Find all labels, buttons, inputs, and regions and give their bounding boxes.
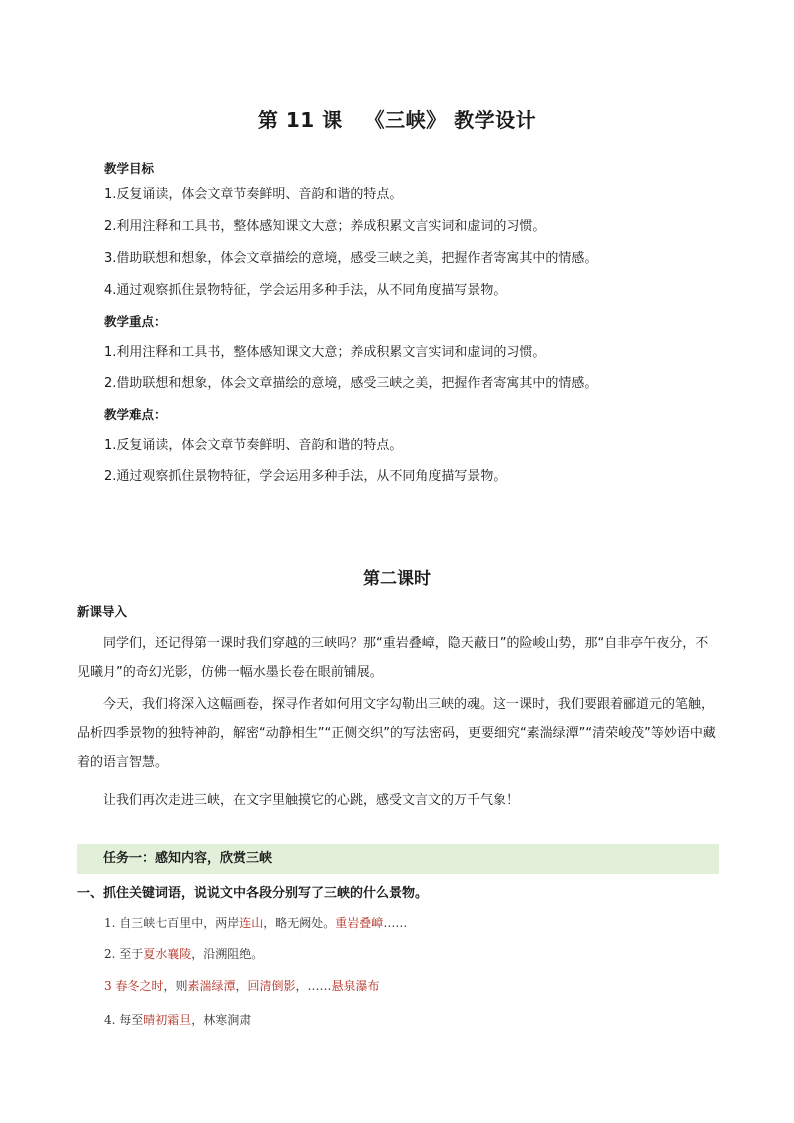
key-point-item: 1.利用注释和工具书，整体感知课文大意；养成积累文言实词和虚词的习惯。 [104,345,546,360]
intro-paragraph: 让我们再次走进三峡，在文字里触摸它的心跳，感受文言文的万千气象！ [103,793,520,808]
task-banner: 任务一：感知内容，欣赏三峡 [77,844,719,874]
objectives-heading: 教学目标 [104,161,155,176]
difficulties-heading: 教学难点： [104,407,167,422]
objectives-section [104,160,724,178]
keyword: 重岩叠嶂 [335,916,384,930]
objective-item: 2.利用注释和工具书，整体感知课文大意；养成积累文言实词和虚词的习惯。 [104,219,546,234]
key-points-heading: 教学重点： [104,314,167,329]
keyword: 晴初霜旦 [143,1013,192,1027]
task-line-1 [104,914,407,931]
keyword: 悬泉瀑布 [331,979,380,993]
task-line-2 [104,945,263,962]
objective-item: 4.通过观察抓住景物特征，学会运用多种手法，从不同角度描写景物。 [104,283,507,298]
difficulty-item: 2.通过观察抓住景物特征，学会运用多种手法，从不同角度描写景物。 [104,469,507,484]
text-segment: …… [383,916,408,930]
page-title [0,104,794,133]
text-segment: ，略无阙处。 [263,916,336,930]
text-segment: ， [235,979,248,993]
intro-paragraph: 今天，我们将深入这幅画卷，探寻作者如何用文字勾勒出三峡的魂。这一课时，我们要跟着郦道元的笔触，品析四季景物的独特神韵，解密“动静相生”“正侧交织”的写法密码，更要细究“素湍绿潭”“清荣峻茂”等妙语中藏着的语言智慧。 [77,697,716,770]
lesson-title: 第二课时 [363,569,431,589]
keyword: 回清倒影 [247,979,296,993]
keyword: 素湍绿潭 [187,979,236,993]
task-question: 一、抓住关键词语，说说文中各段分别写了三峡的什么景物。 [77,886,429,901]
lesson-number: 第 11 课 [257,108,343,132]
text-segment: ，林寒涧肃 [191,1013,252,1027]
text-segment: ，…… [295,979,332,993]
keyword: 夏水襄陵 [143,947,192,961]
objective-item: 3.借助联想和想象，体会文章描绘的意境，感受三峡之美，把握作者寄寓其中的情感。 [104,251,598,266]
keyword: 连山 [239,916,264,930]
intro-label: 新课导入 [77,604,128,619]
text-segment: 2. 至于 [104,947,144,961]
text-segment: 4. 每至 [104,1013,144,1027]
task-line-3 [104,977,380,994]
key-point-item: 2.借助联想和想象，体会文章描绘的意境，感受三峡之美，把握作者寄寓其中的情感。 [104,376,598,391]
objective-item: 1.反复诵读，体会文章节奏鲜明、音韵和谐的特点。 [104,187,403,202]
text-segment: ，则 [163,979,188,993]
intro-paragraph: 同学们，还记得第一课时我们穿越的三峡吗？那“重岩叠嶂，隐天蔽日”的险峻山势，那“自非亭午夜分，不见曦月”的奇幻光影，仿佛一幅水墨长卷在眼前铺展。 [77,636,709,680]
difficulty-item: 1.反复诵读，体会文章节奏鲜明、音韵和谐的特点。 [104,438,403,453]
keyword: 3 春冬之时 [104,979,164,993]
text-segment: ，沿溯阻绝。 [191,947,264,961]
title-text: 《三峡》 教学设计 [364,108,537,132]
text-segment: 1. 自三峡七百里中，两岸 [104,916,240,930]
task-line-4 [104,1011,251,1028]
